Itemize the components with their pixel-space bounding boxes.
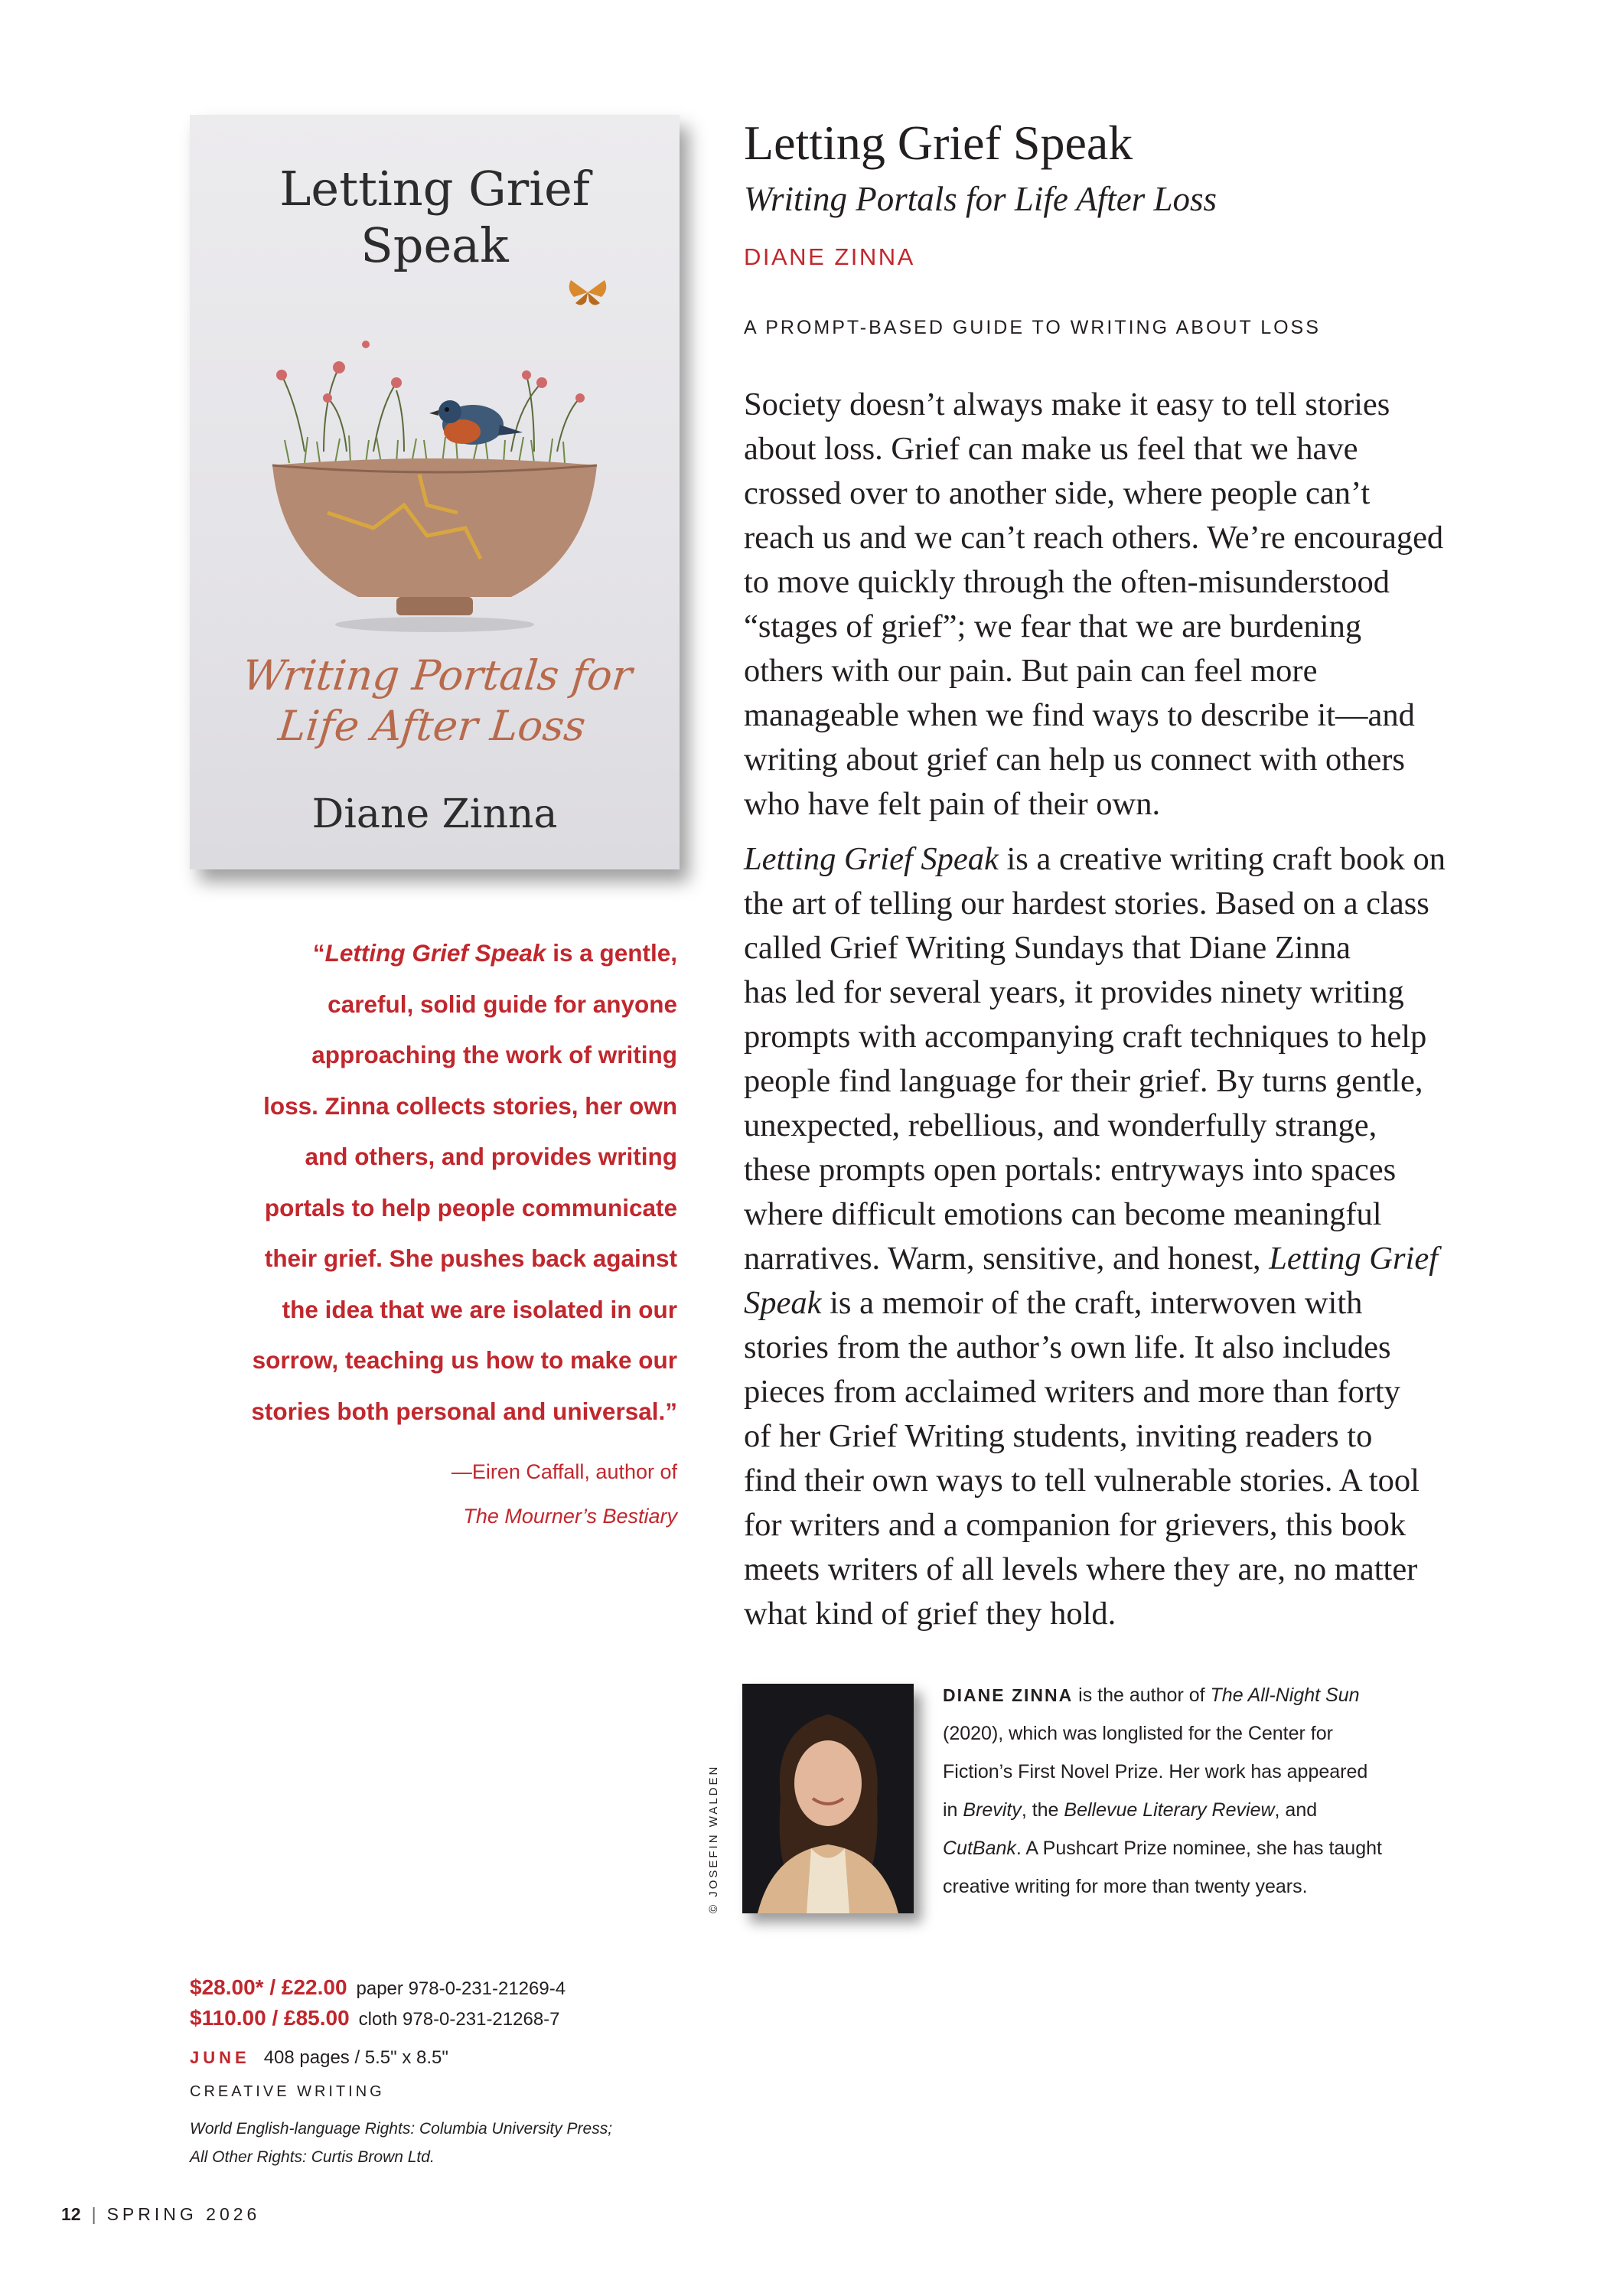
bio-line: creative writing for more than twenty years. [943, 1876, 1308, 1897]
description-line: “stages of grief”; we fear that we are burdening [744, 608, 1362, 644]
attribution-author: —Eiren Caffall, author of [451, 1460, 677, 1483]
description-line [744, 837, 1471, 882]
quote-line: portals to help people communicate [264, 1193, 677, 1221]
description-line [744, 1237, 1471, 1281]
description-line: prompts with accompanying craft techniques to help [744, 1019, 1427, 1055]
description-text: is a memoir of the craft, interwoven with [821, 1285, 1363, 1321]
photo-credit: © JOSEFIN WALDEN [707, 1764, 720, 1913]
cloth-price: $110.00 / £85.00 [190, 2006, 350, 2030]
quote-line: their grief. She pushes back against [264, 1244, 677, 1272]
cloth-edition [190, 2004, 725, 2034]
quote-line: the idea that we are isolated in our [282, 1295, 677, 1323]
bio-line [943, 1676, 1448, 1714]
cover-author: Diane Zinna [311, 791, 558, 837]
description-line: called Grief Writing Sundays that Diane Zinna [744, 930, 1351, 966]
description-line: pieces from acclaimed writers and more than forty [744, 1374, 1400, 1410]
description-line: writing about grief can help us connect with others [744, 742, 1405, 778]
description-text: narratives. Warm, sensitive, and honest, [744, 1241, 1270, 1277]
description-line: these prompts open portals: entryways into spaces [744, 1152, 1397, 1188]
cloth-isbn: cloth 978-0-231-21268-7 [358, 2009, 560, 2030]
description-line: meets writers of all levels where they are, no matter [744, 1551, 1418, 1587]
author-bio [943, 1676, 1448, 1906]
bio-publication: Bellevue Literary Review [1064, 1799, 1275, 1821]
book-specs: 408 pages / 5.5" x 8.5" [263, 2047, 448, 2068]
book-title-italic: Speak [744, 1285, 822, 1321]
page-footer [61, 2204, 260, 2225]
description-line: crossed over to another side, where people can’t [744, 475, 1371, 511]
description-line: about loss. Grief can make us feel that we have [744, 431, 1358, 467]
cover-title-line-2: Speak [360, 217, 509, 274]
rights-line-2: All Other Rights: Curtis Brown Ltd. [190, 2148, 435, 2166]
book-cover [190, 115, 680, 869]
bird-icon [429, 400, 523, 445]
quote-book-title: Letting Grief Speak [324, 939, 546, 967]
butterfly-icon [569, 280, 607, 305]
bio-publication: Brevity [963, 1799, 1022, 1821]
paper-edition [190, 1973, 725, 2004]
description-line: of her Grief Writing students, inviting readers to [744, 1418, 1373, 1454]
description-paragraph-1 [744, 383, 1471, 827]
book-title: Letting Grief Speak [744, 116, 1133, 170]
quote-line: careful, solid guide for anyone [328, 990, 677, 1018]
page-number: 12 [61, 2204, 81, 2224]
description-line: people find language for their grief. By turns gentle, [744, 1063, 1423, 1099]
description-line: unexpected, rebellious, and wonderfully strange, [744, 1107, 1377, 1143]
description-line: for writers and a companion for grievers, this book [744, 1507, 1407, 1543]
quote-open-mark: “ [312, 939, 325, 967]
footer-separator: | [91, 2204, 96, 2224]
quote-line: loss. Zinna collects stories, her own [263, 1091, 677, 1120]
bio-text: , the [1021, 1799, 1064, 1821]
bio-publication: CutBank [943, 1838, 1016, 1859]
book-description [744, 383, 1471, 1647]
bio-author-name: DIANE ZINNA [943, 1685, 1074, 1705]
rights-line-1: World English-language Rights: Columbia University Press; [190, 2120, 613, 2138]
description-line: to move quickly through the often-misunderstood [744, 564, 1390, 600]
bio-line [943, 1791, 1448, 1829]
description-line: reach us and we can’t reach others. We’re encouraged [744, 520, 1444, 556]
description-paragraph-2 [744, 837, 1471, 1636]
book-category: CREATIVE WRITING [190, 2083, 385, 2100]
pricing-block [190, 1973, 725, 2171]
quote-attribution [230, 1450, 677, 1538]
cover-subtitle [190, 651, 680, 752]
publication-month: JUNE [190, 2048, 250, 2067]
cover-subtitle-line-1: Writing Portals for [240, 651, 635, 700]
description-line: stories from the author’s own life. It also includes [744, 1329, 1391, 1365]
bio-line [943, 1829, 1448, 1867]
cover-title-line-1: Letting Grief [279, 161, 590, 217]
quote-line: sorrow, teaching us how to make our [252, 1346, 677, 1374]
description-text: is a creative writing craft book on [998, 841, 1446, 877]
book-tagline: A PROMPT-BASED GUIDE TO WRITING ABOUT LOSS [744, 317, 1321, 338]
quote-line: and others, and provides writing [305, 1143, 677, 1170]
rights-info [190, 2115, 725, 2171]
book-title-italic: Letting Grief Speak [744, 841, 999, 877]
bio-text: in [943, 1799, 963, 1821]
quote-line [184, 928, 677, 979]
description-line: others with our pain. But pain can feel more [744, 653, 1318, 689]
catalog-season: SPRING 2026 [106, 2204, 261, 2224]
cover-title [190, 161, 680, 275]
description-line [744, 1281, 1471, 1326]
description-line: the art of telling our hardest stories. Based on a class [744, 885, 1429, 921]
cover-subtitle-line-2: Life After Loss [275, 701, 588, 750]
bio-book-title: The All-Night Sun [1210, 1684, 1360, 1706]
description-line: what kind of grief they hold. [744, 1596, 1116, 1632]
description-line: find their own ways to tell vulnerable stories. A tool [744, 1463, 1420, 1499]
bio-text: . A Pushcart Prize nominee, she has taught [1015, 1838, 1382, 1859]
description-line: where difficult emotions can become meaningful [744, 1196, 1382, 1232]
description-line: has led for several years, it provides ninety writing [744, 974, 1404, 1010]
book-title-italic: Letting Grief [1269, 1241, 1439, 1277]
paper-price: $28.00* / £22.00 [190, 1975, 347, 1999]
bio-text: , and [1274, 1799, 1318, 1821]
endorsement-quote [184, 928, 677, 1437]
attribution-source: The Mourner’s Bestiary [463, 1505, 677, 1528]
description-line: who have felt pain of their own. [744, 786, 1161, 822]
quote-line: approaching the work of writing [311, 1041, 677, 1068]
description-line: Society doesn’t always make it easy to tell stories [744, 386, 1390, 422]
bio-line: (2020), which was longlisted for the Center for [943, 1723, 1333, 1744]
bio-line: Fiction’s First Novel Prize. Her work has appeared [943, 1761, 1368, 1782]
book-subtitle: Writing Portals for Life After Loss [744, 180, 1217, 218]
quote-line: stories both personal and universal.” [251, 1397, 677, 1425]
author-portrait [742, 1684, 914, 1913]
bio-text: is the author of [1073, 1684, 1211, 1706]
description-line: manageable when we find ways to describe it—and [744, 697, 1415, 733]
publication-info [190, 2043, 725, 2073]
author-photo [742, 1684, 914, 1913]
paper-isbn: paper 978-0-231-21269-4 [356, 1978, 566, 1999]
quote-text: is a gentle, [546, 939, 677, 967]
book-author: DIANE ZINNA [744, 243, 915, 270]
